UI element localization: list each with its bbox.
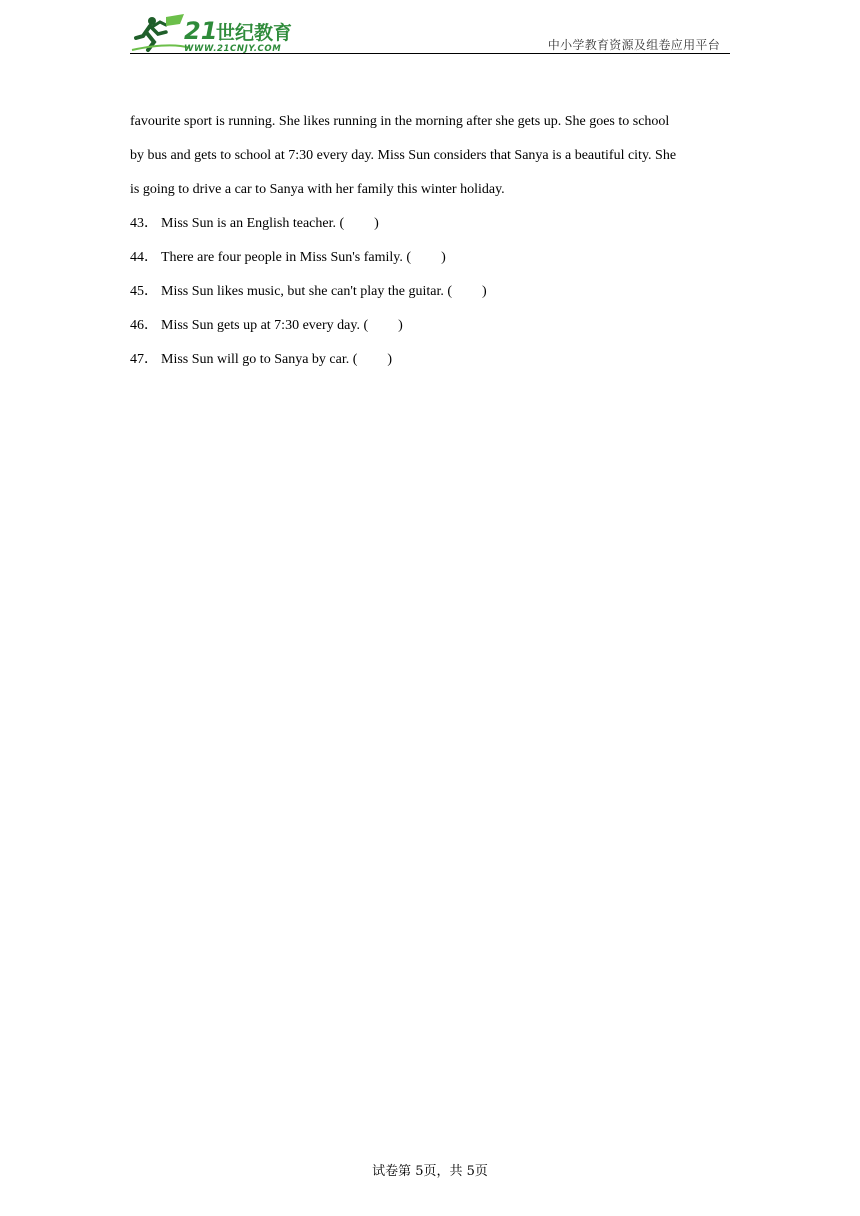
header-divider (130, 53, 730, 54)
question-close-paren: ) (482, 284, 487, 299)
question-number: 47． (130, 352, 158, 367)
question-item (130, 278, 730, 312)
question-item (130, 346, 730, 380)
question-number: 44． (130, 250, 158, 265)
page-header (130, 10, 730, 56)
passage-line: by bus and gets to school at 7:30 every day. Miss Sun considers that Sanya is a beautiful city. She (130, 148, 677, 163)
question-close-paren: ) (398, 318, 403, 333)
question-list (130, 210, 730, 380)
question-close-paren: ) (374, 216, 379, 231)
question-number: 46． (130, 318, 158, 333)
site-logo (130, 12, 300, 54)
page-footer: 试卷第 5页，共 5页 (372, 1164, 488, 1179)
passage-line: is going to drive a car to Sanya with her family this winter holiday. (130, 182, 505, 197)
question-item (130, 244, 730, 278)
question-number: 45． (130, 284, 158, 299)
page-content (130, 108, 730, 380)
question-item (130, 312, 730, 346)
svg-text:WWW.21CNJY.COM: WWW.21CNJY.COM (184, 44, 282, 54)
header-site-name: 中小学教育资源及组卷应用平台 (547, 38, 720, 52)
passage-line: favourite sport is running. She likes running in the morning after she gets up. She goes to school (130, 114, 670, 129)
reading-passage (130, 108, 730, 210)
question-text: There are four people in Miss Sun's family. ( (161, 250, 412, 265)
question-text: Miss Sun gets up at 7:30 every day. ( (161, 318, 369, 333)
runner-logo-icon (130, 12, 300, 54)
question-text: Miss Sun is an English teacher. ( (161, 216, 345, 231)
question-text: Miss Sun likes music, but she can't play the guitar. ( (161, 284, 453, 299)
logo-brand-text: 世纪教育 (216, 22, 293, 44)
question-text: Miss Sun will go to Sanya by car. ( (161, 352, 358, 367)
question-number: 43． (130, 216, 158, 231)
question-close-paren: ) (387, 352, 393, 367)
question-item (130, 210, 730, 244)
svg-text:21: 21 (184, 17, 218, 45)
question-close-paren: ) (441, 250, 446, 265)
